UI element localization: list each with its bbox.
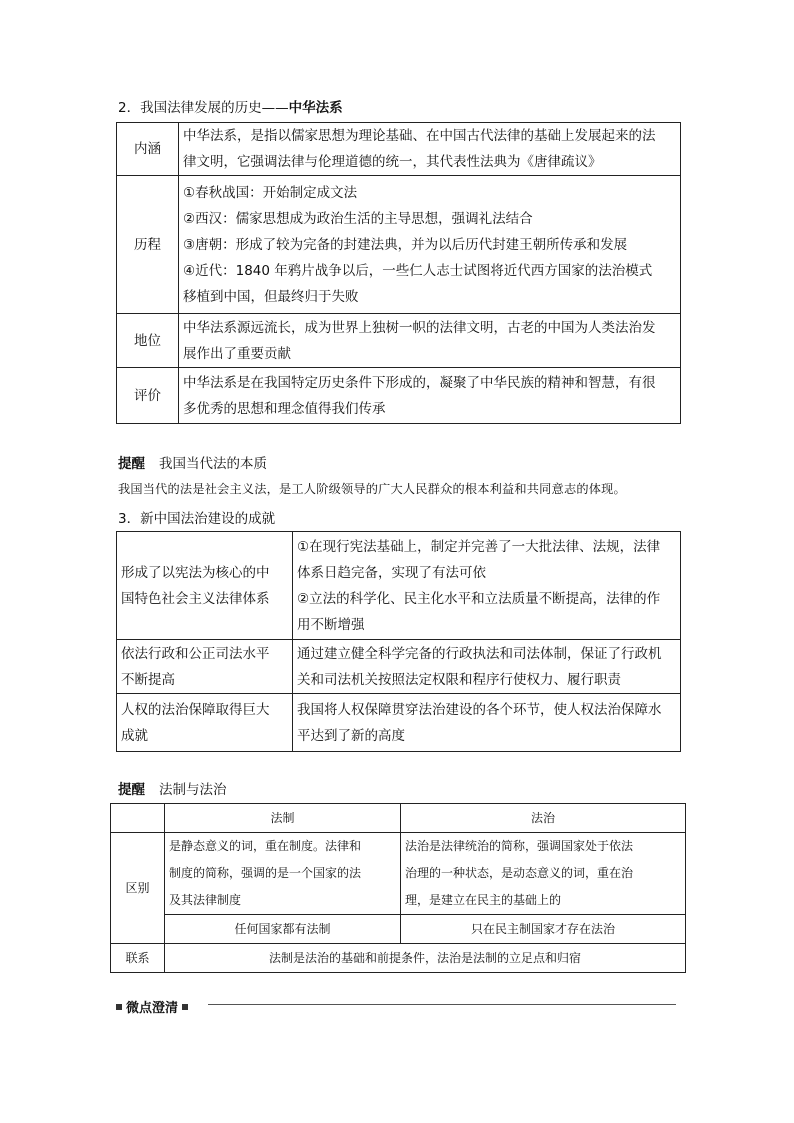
difference-rule-of-law-scope: 只在民主制国家才存在法治: [401, 915, 686, 944]
connection-text: 法制是法治的基础和前提条件，法治是法制的立足点和归宿: [165, 944, 686, 973]
row-label-connotation: 内涵: [117, 123, 179, 176]
text-line: ①春秋战国：开始制定成文法: [183, 184, 358, 201]
section2-heading-text: 我国法律发展的历史——: [140, 100, 289, 116]
note1-title-bold: 提醒: [118, 456, 145, 472]
micro-point-clarification-section-bar: [116, 997, 676, 1016]
text-line: ②立法的科学化、民主化水平和立法质量不断提高，法律的作: [297, 590, 661, 607]
row-content-evaluation: [179, 368, 681, 424]
text-line: 是静态意义的词，重在制度。法律和: [169, 839, 362, 853]
column-header-legal-system: 法制: [165, 804, 401, 833]
achievement-title: [117, 532, 293, 640]
text-line: 成就: [121, 727, 148, 744]
text-line: 中华法系是在我国特定历史条件下形成的，凝聚了中华民族的精神和智慧，有很: [183, 374, 656, 391]
note2-title-bold: 提醒: [118, 782, 145, 798]
text-line: 律文明，它强调法律与伦理道德的统一，其代表性法典为《唐律疏议》: [183, 154, 602, 170]
row-label-connection: 联系: [111, 944, 165, 973]
text-line: 国特色社会主义法律体系: [121, 590, 270, 607]
text-line: 展作出了重要贡献: [183, 345, 291, 362]
table-row: [111, 915, 686, 944]
square-bullet-icon: [182, 1004, 188, 1010]
text-line: 体系日趋完备，实现了有法可依: [297, 564, 486, 581]
achievement-detail: [293, 532, 681, 640]
section-bar-label: 微点澄清: [126, 1001, 179, 1016]
text-line: 不断提高: [121, 671, 175, 688]
note2-title: [118, 778, 227, 798]
table-row: [111, 833, 686, 915]
text-line: 中华法系源远流长，成为世界上独树一帜的法律文明，古老的中国为人类法治发: [183, 319, 656, 336]
row-label-difference: 区别: [111, 833, 165, 944]
section2-heading: [118, 96, 343, 116]
difference-legal-system: [165, 833, 401, 915]
legal-system-vs-rule-of-law-table: [110, 803, 686, 973]
note1-body: 我国当代的法是社会主义法，是工人阶级领导的广大人民群众的根本利益和共同意志的体现。: [118, 482, 626, 496]
section3-heading-text: 新中国法治建设的成就: [140, 511, 276, 527]
text-line: 法治是法律统治的简称，强调国家处于依法: [405, 839, 634, 853]
table-row: [117, 368, 681, 424]
text-line: 中华法系，是指以儒家思想为理论基础、在中国古代法律的基础上发展起来的法: [183, 128, 656, 144]
table-row: [117, 532, 681, 640]
note2-title-text: 法制与法治: [159, 782, 227, 798]
text-line: 用不断增强: [297, 616, 365, 633]
row-content-history: [179, 176, 681, 314]
achievement-detail: [293, 694, 681, 752]
text-line: 及其法律制度: [169, 893, 242, 907]
note1-title-text: 我国当代法的本质: [159, 456, 267, 472]
section2-heading-number: 2．: [118, 100, 141, 116]
table-row: [117, 640, 681, 694]
text-line: 关和司法机关按照法定权限和程序行使权力、履行职责: [297, 671, 621, 688]
text-line: ①在现行宪法基础上，制定并完善了一大批法律、法规，法律: [297, 538, 661, 555]
text-line: 制度的简称，强调的是一个国家的法: [169, 866, 362, 880]
chinese-legal-system-table: [116, 122, 681, 424]
table-row: [117, 314, 681, 368]
header-empty-cell: [111, 804, 165, 833]
text-line: 依法行政和公正司法水平: [121, 645, 270, 662]
text-line: 形成了以宪法为核心的中: [121, 564, 270, 581]
note1-title: [118, 452, 267, 472]
text-line: 多优秀的思想和理念值得我们传承: [183, 400, 386, 417]
section-divider-line: [208, 1004, 676, 1005]
difference-legal-system-scope: 任何国家都有法制: [165, 915, 401, 944]
text-line: ④近代：1840 年鸦片战争以后，一些仁人志士试图将近代西方国家的法治模式: [183, 262, 653, 279]
text-line: 理，是建立在民主的基础上的: [405, 893, 562, 907]
text-line: 治理的一种状态，是动态意义的词，重在治: [405, 866, 634, 880]
table-header-row: [111, 804, 686, 833]
text-line: ②西汉：儒家思想成为政治生活的主导思想，强调礼法结合: [183, 210, 533, 227]
section3-heading: [118, 507, 275, 527]
row-label-evaluation: 评价: [117, 368, 179, 424]
table-row: [117, 123, 681, 176]
achievement-title: [117, 640, 293, 694]
achievement-detail: [293, 640, 681, 694]
section2-heading-bold: 中华法系: [288, 100, 343, 116]
row-content-status: [179, 314, 681, 368]
section3-heading-number: 3．: [118, 511, 141, 527]
text-line: 通过建立健全科学完备的行政执法和司法体制，保证了行政机: [297, 645, 662, 662]
table-row: [117, 694, 681, 752]
row-content-connotation: [179, 123, 681, 176]
table-row: [117, 176, 681, 314]
rule-of-law-achievements-table: [116, 531, 681, 752]
text-line: 人权的法治保障取得巨大: [121, 701, 270, 718]
text-line: 我国将人权保障贯穿法治建设的各个环节，使人权法治保障水: [297, 701, 662, 718]
table-row: [111, 944, 686, 973]
text-line: 平达到了新的高度: [297, 727, 405, 744]
difference-rule-of-law: [401, 833, 686, 915]
text-line: 移植到中国，但最终归于失败: [183, 288, 359, 305]
row-label-history: 历程: [117, 176, 179, 314]
column-header-rule-of-law: 法治: [401, 804, 686, 833]
text-line: ③唐朝：形成了较为完备的封建法典，并为以后历代封建王朝所传承和发展: [183, 236, 628, 253]
square-bullet-icon: [116, 1004, 122, 1010]
achievement-title: [117, 694, 293, 752]
row-label-status: 地位: [117, 314, 179, 368]
